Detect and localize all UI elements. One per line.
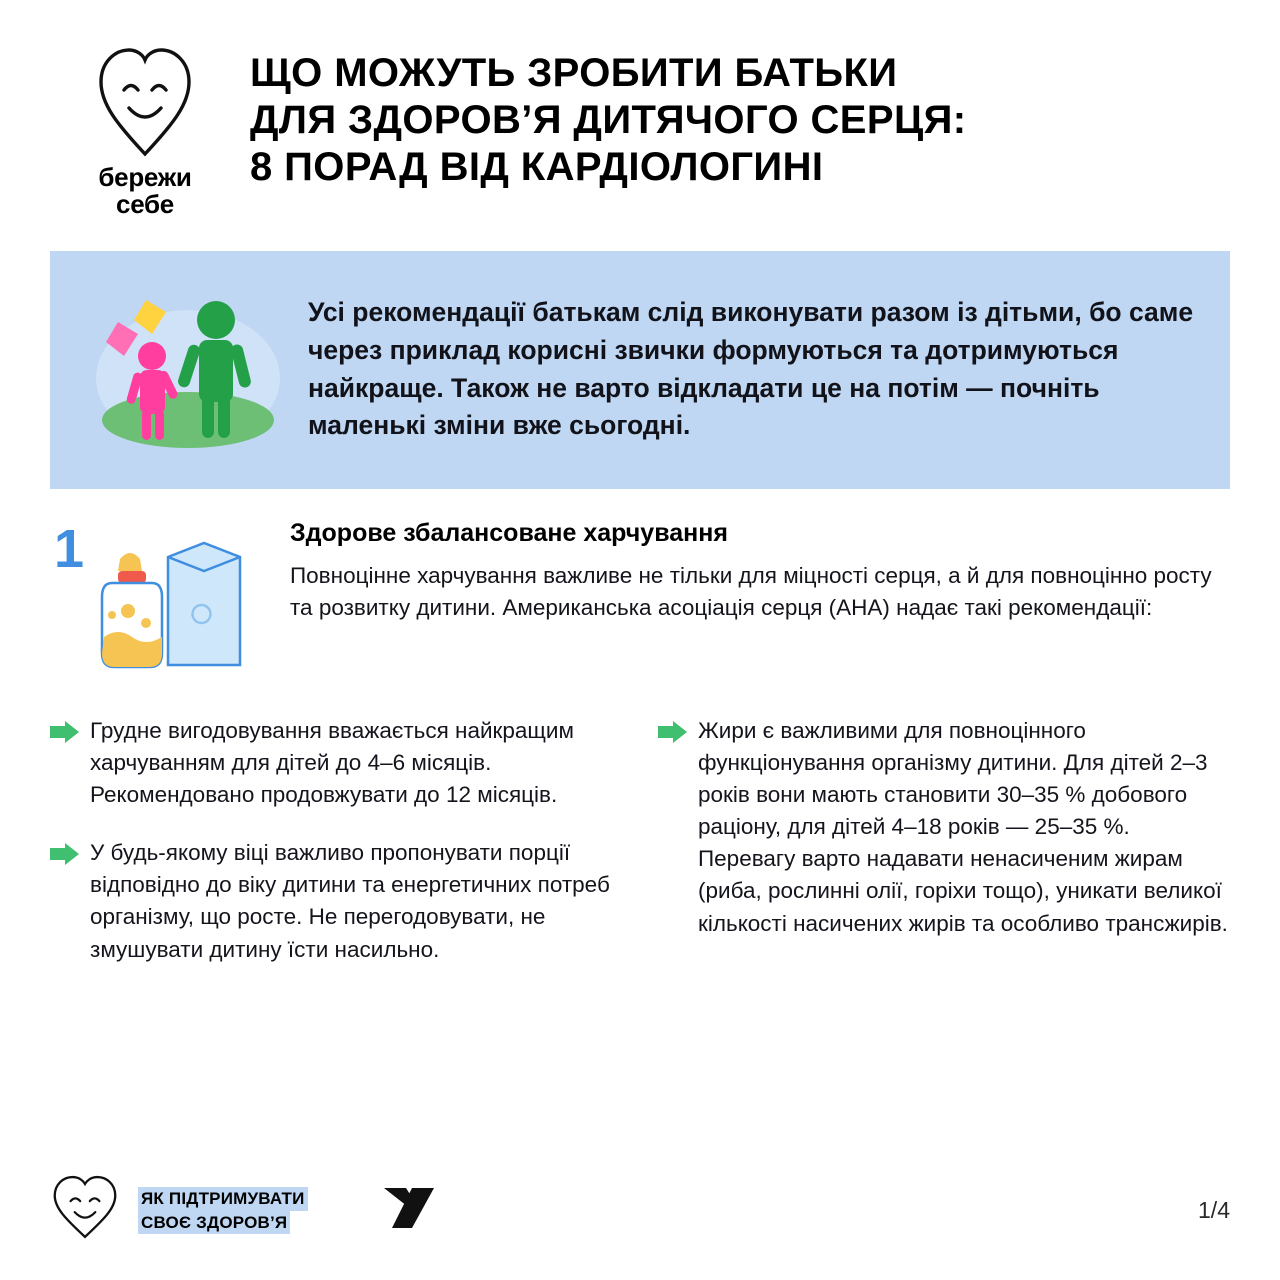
baby-bottle-and-milk-carton-illustration: [50, 519, 280, 689]
page-number: 1/4: [1198, 1197, 1230, 1223]
footer-tagline-line2: СВОЄ ЗДОРОВ’Я: [138, 1211, 290, 1234]
page-header: [0, 0, 1280, 219]
recommendation-columns: [50, 715, 1230, 992]
heart-face-icon: [97, 46, 193, 158]
list-item-text: Грудне вигодовування вважається найкращим харчуванням для дітей до 4–6 місяців. Рекомендовано продовжувати до 12 місяців.: [90, 717, 574, 807]
title-line-1: ЩО МОЖУТЬ ЗРОБИТИ БАТЬКИ: [250, 51, 898, 95]
footer-tagline: [138, 1187, 308, 1234]
list-item-text: Жири є важливими для повноцінного функціонування організму дитини. Для дітей 2–3 років вони мають становити 30–35 % добового раціону, для дітей 4–18 років — 25–35 %. Перевагу варто надавати ненасиченим жирам (риба, рослинні олії, горіхи тощо), уникати великої кількості насичених жирів та особливо трансжирів.: [698, 717, 1228, 936]
intro-text: Усі рекомендації батькам слід виконувати разом із дітьми, бо саме через приклад корисні звички формуються та дотримуються найкраще. Також не варто відкладати це на потім — почніть маленькі зміни вже сьогодні.: [308, 297, 1194, 441]
green-arrow-icon: [50, 837, 90, 966]
right-column: [658, 715, 1230, 992]
section-paragraph: Повноцінне харчування важливе не тільки для міцності серця, а й для повноцінно росту та розвитку дитини. Американська асоціація серця (АНА) надає такі рекомендації:: [290, 562, 1212, 620]
green-arrow-icon: [658, 715, 698, 940]
section-nutrition: [50, 519, 1230, 689]
list-item-text: У будь-якому віці важливо пропонувати порції відповідно до віку дитини та енергетичних потреб організму, що росте. Не перегодовувати, не змушувати дитину їсти насильно.: [90, 840, 610, 962]
page-footer: [50, 1175, 1230, 1246]
left-column: [50, 715, 622, 992]
list-item: [658, 715, 1230, 940]
brand-logo: [50, 42, 240, 219]
section-title: Здорове збалансоване харчування: [290, 518, 728, 547]
ministry-mark-icon: [382, 1182, 444, 1239]
heart-face-icon: [50, 1175, 126, 1246]
brand-name-line2: себе: [116, 189, 174, 220]
page-title: [240, 42, 1230, 190]
title-line-2: ДЛЯ ЗДОРОВ’Я ДИТЯЧОГО СЕРЦЯ:: [250, 97, 967, 142]
green-arrow-icon: [50, 715, 90, 812]
list-item: [50, 715, 622, 812]
title-line-3: 8 ПОРАД ВІД КАРДІОЛОГИНІ: [250, 144, 824, 189]
parent-and-child-illustration: [68, 270, 298, 470]
svg-text:1: 1: [54, 518, 85, 579]
intro-banner: [50, 251, 1230, 489]
footer-tagline-line1: ЯК ПІДТРИМУВАТИ: [138, 1187, 308, 1210]
list-item: [50, 837, 622, 966]
brand-name-line1: бережи: [98, 162, 192, 192]
